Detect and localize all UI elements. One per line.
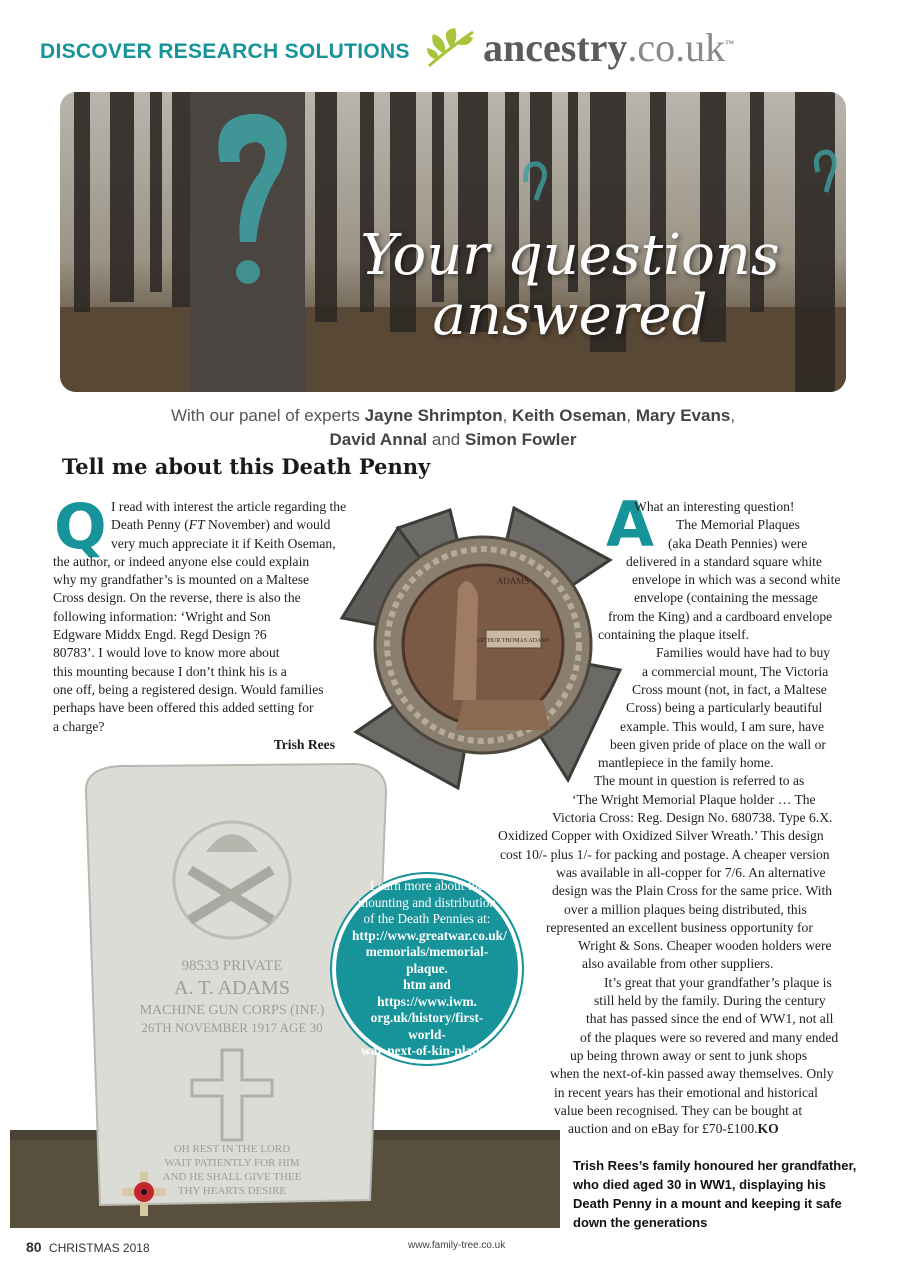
question-line: following information: ‘Wright and Son — [53, 608, 271, 624]
headstone-epitaph: OH REST IN THE LORD — [173, 1143, 291, 1155]
answer-line: up being thrown away or sent to junk shops — [570, 1047, 808, 1063]
brand-name: ancestry — [483, 25, 628, 70]
answer-line: from the King) and a cardboard envelope — [608, 608, 833, 624]
expert-name: Jayne Shrimpton — [364, 406, 503, 425]
photo-caption: Trish Rees’s family honoured her grandfather, who died aged 30 in WW1, displaying his Death Penny in a mount and keeping it safe down the generations — [573, 1158, 857, 1230]
question-line: I read with interest the article regarding the — [111, 499, 347, 514]
expert-name: David Annal — [329, 430, 428, 449]
death-penny-photo — [338, 500, 628, 790]
question-line: a charge? — [53, 718, 105, 734]
answer-line: auction and on eBay for £70-£100. — [568, 1121, 758, 1137]
magazine-title: FT — [188, 517, 205, 533]
question-text — [53, 490, 358, 736]
answer-line: What an interesting question! — [634, 499, 795, 514]
leaf-logo-icon — [425, 26, 477, 70]
expert-panel: With our panel of experts Jayne Shrimpton, Keith Oseman, Mary Evans, David Annal and Simon Fowler — [170, 406, 736, 449]
answer-line: over a million plaques being distributed, this — [564, 901, 807, 917]
answer-line: value been recognised. They can be bought at — [554, 1102, 803, 1118]
answer-line: delivered in a standard square white — [626, 553, 822, 569]
expert-name: Simon Fowler — [464, 430, 577, 449]
callout-line: mounting and distribution — [357, 894, 497, 910]
brand-wordmark — [483, 24, 734, 71]
answer-line: Cross mount (not, in fact, a Maltese — [632, 681, 827, 697]
page-number: 80 — [26, 1239, 42, 1255]
question-drop-cap: Q — [54, 490, 107, 563]
answer-drop-cap: A — [606, 488, 654, 561]
headstone-epitaph: AND HE SHALL GIVE THEE — [162, 1171, 302, 1183]
question-line: Edgware Middx Engd. Regd Design ?6 — [53, 627, 267, 643]
plaque-top-text: ADAMS — [496, 576, 530, 586]
question-line: this mounting because I don’t think his is a — [53, 663, 287, 679]
headstone-date: 26TH NOVEMBER 1917 AGE 30 — [141, 1020, 323, 1035]
headstone-unit: MACHINE GUN CORPS (INF.) — [139, 1003, 325, 1018]
answer-line: also available from other suppliers. — [582, 956, 774, 972]
question-author: Trish Rees — [273, 737, 335, 752]
answer-line: ‘The Wright Memorial Plaque holder … The — [572, 791, 816, 807]
link-line: http://www.greatwar.co.uk/ — [352, 927, 507, 943]
answer-line: Cross) being a particularly beautiful — [626, 700, 823, 716]
answer-line: example. This would, I am sure, have — [620, 718, 824, 734]
expert-name: Mary Evans — [635, 406, 731, 425]
link-line: org.uk/history/first-world- — [370, 1010, 484, 1042]
answer-line: a commercial mount, The Victoria — [642, 663, 829, 679]
question-line: 80783’. I would love to know more about — [53, 645, 280, 661]
hero-title-line-1: Your questions — [360, 223, 780, 288]
hero-title-line-2: answered — [432, 283, 708, 348]
answer-line: It’s great that your grandfather’s plaque is — [604, 974, 832, 990]
headstone-name: A. T. ADAMS — [174, 977, 290, 999]
learn-more-callout — [332, 874, 522, 1064]
answer-line: Families would have had to buy — [656, 645, 831, 661]
headstone-epitaph: WAIT PATIENTLY FOR HIM — [164, 1157, 300, 1169]
plaque-name: ARTHUR THOMAS ADAMS — [476, 638, 550, 644]
question-fragment: November) and would — [204, 517, 331, 533]
question-line: very much appreciate it if Keith Oseman, — [111, 535, 336, 551]
question-line — [53, 516, 358, 534]
answer-line: been given pride of place on the wall or — [610, 736, 826, 752]
answer-signoff: KO — [757, 1121, 779, 1137]
section-label: DISCOVER RESEARCH SOLUTIONS — [40, 40, 410, 63]
article-heading: Tell me about this Death Penny — [62, 454, 431, 479]
question-line: Cross design. On the reverse, there is also the — [53, 590, 301, 606]
panel-intro: With our panel of experts — [170, 406, 360, 425]
callout-line: of the Death Pennies at: — [363, 911, 491, 927]
answer-line: envelope in which was a second white — [632, 572, 841, 588]
website-link[interactable]: www.family-tree.co.uk — [408, 1240, 506, 1251]
headstone-service-number: 98533 PRIVATE — [181, 958, 283, 974]
link-line: war-next-of-kin-plaque — [361, 1043, 493, 1059]
issue-label: CHRISTMAS 2018 — [48, 1241, 150, 1255]
page-footer — [26, 1239, 150, 1255]
answer-line: still held by the family. During the century — [594, 993, 826, 1009]
answer-line: when the next-of-kin passed away themselves. Only — [550, 1066, 834, 1082]
answer-line: Wright & Sons. Cheaper wooden holders were — [578, 938, 832, 954]
ancestry-logo — [425, 24, 734, 71]
hero-image — [60, 92, 846, 392]
answer-line: represented an excellent business opportunity for — [546, 919, 813, 935]
answer-line: that has passed since the end of WW1, not all — [586, 1011, 834, 1027]
question-line: the author, or indeed anyone else could explain — [53, 553, 310, 569]
greatwar-link[interactable] — [352, 927, 507, 1011]
brand-trademark: ™ — [725, 38, 735, 49]
hero-title — [330, 223, 810, 348]
answer-line: (aka Death Pennies) were — [668, 535, 808, 551]
iwm-link[interactable] — [352, 1010, 502, 1060]
answer-line: Victoria Cross: Reg. Design No. 680738. Type 6.X. — [552, 810, 833, 826]
answer-line: containing the plaque itself. — [598, 627, 749, 643]
answer-line: The Memorial Plaques — [676, 517, 800, 533]
expert-name: Keith Oseman — [512, 406, 627, 425]
brand-suffix: .co.uk — [627, 25, 726, 70]
link-line: memorials/memorial-plaque. — [365, 944, 489, 976]
answer-line: of the plaques were so revered and many ended — [580, 1029, 839, 1045]
answer-line: was available in all-copper for 7/6. An alternative — [556, 864, 826, 880]
question-line: why my grandfather’s is mounted on a Maltese — [53, 572, 310, 588]
link-line: htm and https://www.iwm. — [377, 977, 477, 1009]
callout-line: Learn more about the — [369, 878, 485, 894]
headstone-epitaph: THY HEARTS DESIRE — [177, 1185, 287, 1197]
question-fragment: Death Penny ( — [111, 517, 189, 533]
panel-and: and — [431, 430, 461, 449]
answer-line: envelope (containing the message — [634, 590, 818, 606]
answer-line: The mount in question is referred to as — [594, 773, 805, 789]
question-line: one off, being a registered design. Would families — [53, 681, 324, 697]
answer-line: cost 10/- plus 1/- for packing and postage. A cheaper version — [500, 846, 830, 862]
answer-line: Oxidized Copper with Oxidized Silver Wreath.’ This design — [498, 828, 824, 844]
answer-line: mantlepiece in the family home. — [598, 755, 774, 771]
answer-line: in recent years has their emotional and historical — [554, 1084, 818, 1100]
question-line: perhaps have been offered this added setting for — [53, 700, 314, 716]
answer-line: design was the Plain Cross for the same price. With — [552, 883, 833, 899]
